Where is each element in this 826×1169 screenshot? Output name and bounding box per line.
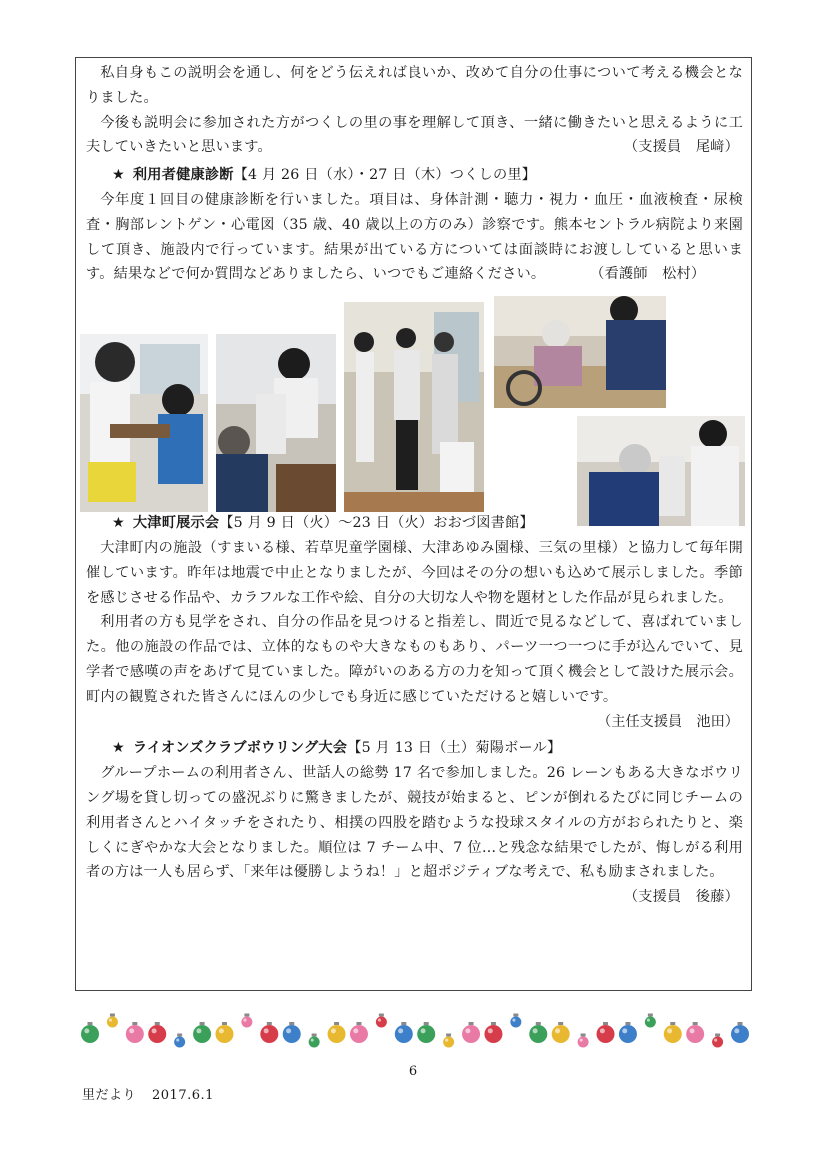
star-icon: ★ bbox=[112, 167, 125, 184]
star-icon: ★ bbox=[112, 515, 125, 532]
ornament-icon bbox=[148, 1022, 166, 1043]
bowling-heading bbox=[86, 736, 743, 761]
bowling-title: ライオンズクラブボウリング大会 bbox=[132, 740, 348, 757]
ornament-icon bbox=[193, 1022, 211, 1043]
ornament-icon bbox=[645, 1014, 656, 1028]
photo-collage bbox=[80, 296, 745, 528]
intro-paragraph-2 bbox=[86, 111, 743, 161]
bowling-detail: 【5 月 13 日（土）菊陽ボール】 bbox=[347, 740, 562, 757]
ornament-icon bbox=[510, 1014, 521, 1028]
health-check-title: 利用者健康診断 bbox=[132, 167, 234, 184]
wheelchair-photo bbox=[494, 296, 666, 408]
ornament-icon bbox=[417, 1022, 435, 1043]
ornament-icon bbox=[619, 1022, 637, 1043]
ornament-icon bbox=[578, 1034, 589, 1048]
intro-signature: （支援員 尾﨑） bbox=[623, 139, 739, 156]
ornament-icon bbox=[283, 1022, 301, 1043]
ornament-icon bbox=[597, 1022, 615, 1043]
blood-test-photo bbox=[80, 334, 208, 512]
ornament-icon bbox=[174, 1034, 185, 1048]
ornament-icon bbox=[712, 1034, 723, 1048]
ornament-icon bbox=[260, 1022, 278, 1043]
exhibition-title: 大津町展示会 bbox=[132, 515, 220, 532]
exhibition-signature: （主任支援員 池田） bbox=[597, 713, 739, 730]
vision-test-photo bbox=[577, 416, 745, 526]
exhibition-paragraph-1: 大津町内の施設（すまいる様、若草児童学園様、大津あゆみ園様、三気の里様）と協力して毎年開催しています。昨年は地震で中止となりましたが、今回はその分の想いも込めて展示しました。季節を感じさせる作品や、カラフルな工作や絵、自分の大切な人や物を題材とした作品が見られました。 bbox=[86, 539, 743, 606]
ornament-icon bbox=[126, 1022, 144, 1043]
ornament-icon bbox=[686, 1022, 704, 1043]
exhibition-paragraph-2: 利用者の方も見学をされ、自分の作品を見つけると指差し、間近で見るなどして、喜ばれていました。他の施設の作品では、立体的なものや大きなものもあり、パーツ一つ一つに手が込んでいて、見学者で感嘆の声をあげて見ていました。障がいのある方の力を知って頂く機会として設けた展示会。町内の観覧された皆さんにほんの少しでも身近に感じていただけると嬉しいです。 bbox=[86, 614, 743, 705]
ornament-icon bbox=[350, 1022, 368, 1043]
ornament-icon bbox=[552, 1022, 570, 1043]
ornament-icon bbox=[107, 1014, 118, 1028]
ornament-icon bbox=[395, 1022, 413, 1043]
intro-paragraph-1: 私自身もこの説明会を通し、何をどう伝えれば良いか、改めて自分の仕事について考える機会となりました。 bbox=[86, 65, 743, 106]
ornament-icon bbox=[81, 1022, 99, 1043]
footer-publication: 里だより bbox=[82, 1088, 137, 1103]
ornament-icon bbox=[484, 1022, 502, 1043]
ornament-icon bbox=[215, 1022, 233, 1043]
ornament-icon bbox=[664, 1022, 682, 1043]
ornament-icon bbox=[309, 1034, 320, 1048]
health-check-signature: （看護師 松村） bbox=[597, 266, 706, 283]
bowling-body-text: グループホームの利用者さん、世話人の総勢 17 名で参加しました。26 レーンもある大きなボウリング場を貸し切っての盛況ぶりに驚きましたが、競技が始まると、ピンが倒れるたびに同じチームの利用者さんとハイタッチをされたり、相撲の四股を踏むような投球スタイルの方がおられたりと、楽しくにぎやかな大会となりました。順位は 7 チーム中、7 位…と残念な結果でしたが、悔しがる利用者の方は一人も居らず、「来年は優勝しようね！」と超ポジティブな考えで、私も励まされました。 bbox=[86, 765, 743, 881]
ornament-icon bbox=[328, 1022, 346, 1043]
ornament-icon bbox=[376, 1014, 387, 1028]
bowling-signature: （支援員 後藤） bbox=[623, 889, 739, 906]
intro-paragraph-2-text: 今後も説明会に参加された方がつくしの里の事を理解して頂き、一緒に働きたいと思えるように工夫していきたいと思います。 bbox=[86, 114, 743, 156]
footer bbox=[82, 1084, 214, 1103]
health-check-body-text: 今年度１回目の健康診断を行いました。項目は、身体計測・聴力・視力・血圧・血液検査・尿検査・胸部レントゲン・心電図（35 歳、40 歳以上の方のみ）診察です。熊本セントラル病院より来園して頂き、施設内で行っています。結果が出ている方については面談時にお渡ししていると思います。結果などで何か質問などありましたら、いつでもご連絡ください。 bbox=[86, 191, 743, 283]
ornament-icon bbox=[443, 1034, 454, 1048]
ornament-decoration bbox=[80, 1008, 750, 1052]
ornament-icon bbox=[731, 1022, 749, 1043]
bowling-body bbox=[86, 761, 743, 906]
exhibition-detail: 【5 月 9 日（火）～23 日（火）おおづ図書館】 bbox=[219, 515, 534, 532]
group-checkup-photo bbox=[344, 302, 484, 512]
eye-exam-photo bbox=[216, 334, 336, 512]
ornament-icon bbox=[241, 1014, 252, 1028]
health-check-body bbox=[86, 188, 743, 287]
page-number: 6 bbox=[408, 1064, 418, 1079]
health-check-detail: 【4 月 26 日（水）・27 日（木）つくしの里】 bbox=[233, 167, 537, 184]
health-check-heading bbox=[86, 163, 743, 188]
star-icon: ★ bbox=[112, 740, 125, 757]
ornament-icon bbox=[529, 1022, 547, 1043]
footer-date: 2017.6.1 bbox=[152, 1088, 214, 1103]
ornament-icon bbox=[462, 1022, 480, 1043]
